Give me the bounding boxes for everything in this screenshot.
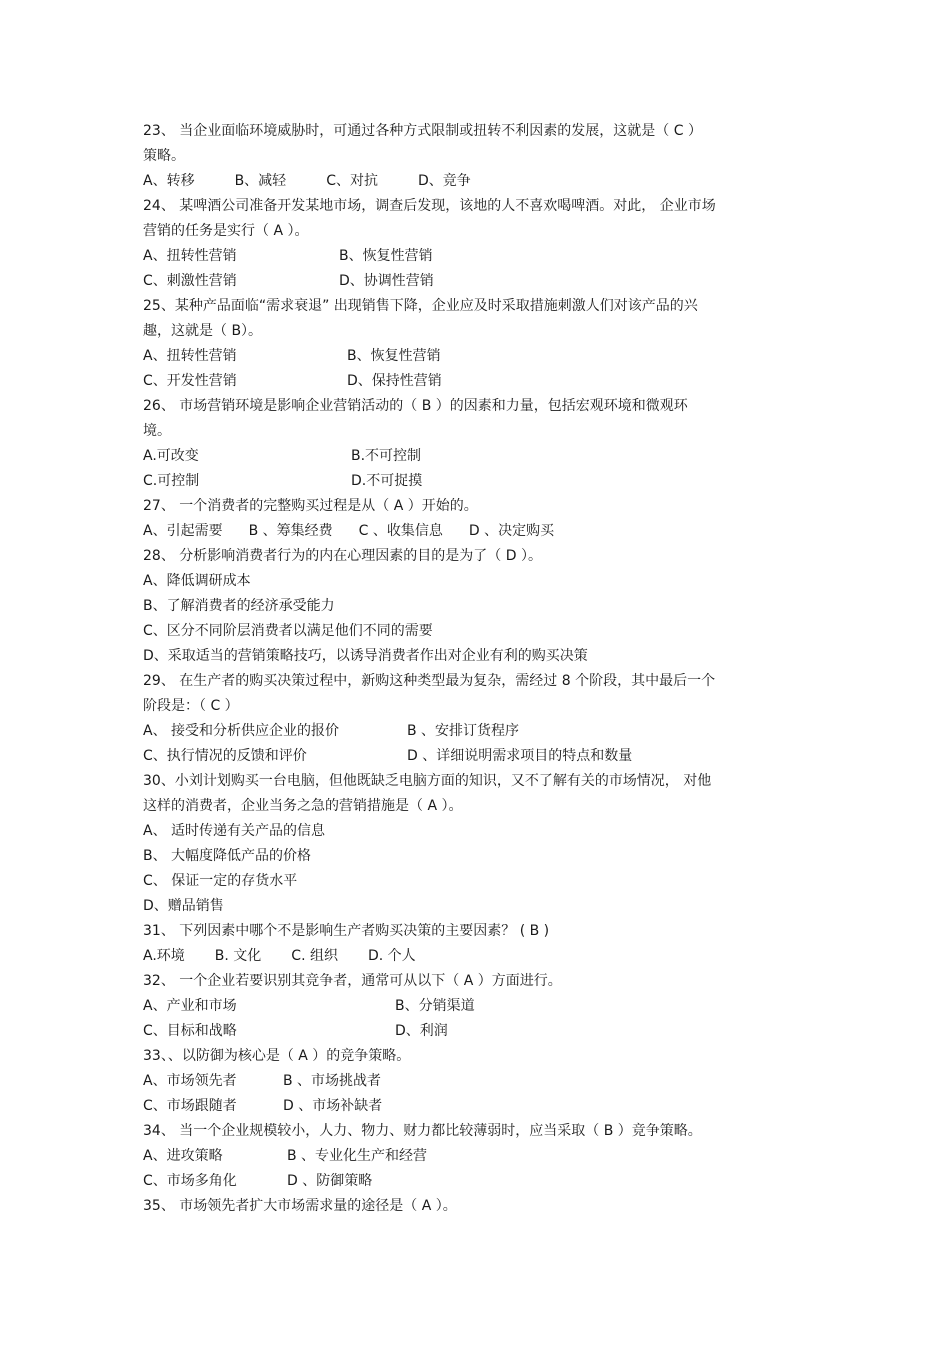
question-33 (143, 1044, 813, 1119)
question-28 (143, 544, 813, 669)
option-row (143, 369, 813, 394)
question-23 (143, 119, 813, 194)
option-b: B 、专业化生产和经营 (287, 1148, 428, 1164)
question-text: 31、 下列因素中哪个不是影响生产者购买决策的主要因素？ ( B ) (143, 923, 550, 939)
question-text: 34、 当一个企业规模较小，人力、物力、财力都比较薄弱时，应当采取（ B ）竞争策略。 (143, 1123, 702, 1139)
option-row (143, 469, 813, 494)
question-text: 这样的消费者，企业当务之急的营销措施是（ A ）。 (143, 798, 463, 814)
option-d: D 、市场补缺者 (283, 1098, 383, 1114)
option-c: C 、收集信息 (358, 523, 443, 539)
question-text: 28、 分析影响消费者行为的内在心理因素的目的是为了（ D ）。 (143, 548, 542, 564)
question-34 (143, 1119, 813, 1194)
option-row (143, 169, 813, 194)
option-row (143, 269, 813, 294)
question-text: 32、 一个企业若要识别其竞争者，通常可从以下（ A ）方面进行。 (143, 973, 562, 989)
option-row (143, 1094, 813, 1119)
option-a: A、产业和市场 (143, 998, 237, 1014)
option-row (143, 344, 813, 369)
option-d: D、利润 (395, 1023, 448, 1039)
option-row (143, 994, 813, 1019)
option-a: A、 适时传递有关产品的信息 (143, 823, 326, 839)
question-text: 营销的任务是实行（ A ）。 (143, 223, 309, 239)
option-d: D、协调性营销 (339, 273, 434, 289)
option-a: A、扭转性营销 (143, 348, 237, 364)
option-c: C. 组织 (291, 948, 338, 964)
option-b: B.不可控制 (351, 448, 422, 464)
option-c: C、开发性营销 (143, 373, 237, 389)
question-31 (143, 919, 813, 969)
option-d: D、竞争 (417, 173, 471, 189)
option-d: D 、详细说明需求项目的特点和数量 (407, 748, 633, 764)
question-32 (143, 969, 813, 1044)
option-a: A、引起需要 (143, 523, 223, 539)
option-b: B、分销渠道 (395, 998, 475, 1014)
option-b: B、 大幅度降低产品的价格 (143, 848, 312, 864)
option-c: C、目标和战略 (143, 1023, 237, 1039)
question-text: 27、 一个消费者的完整购买过程是从（ A ）开始的。 (143, 498, 478, 514)
option-row (143, 1069, 813, 1094)
option-a: A、市场领先者 (143, 1073, 237, 1089)
option-a: A、扭转性营销 (143, 248, 237, 264)
question-29 (143, 669, 813, 769)
option-row (143, 719, 813, 744)
option-a: A.环境 (143, 948, 185, 964)
option-d: D.不可捉摸 (351, 473, 423, 489)
option-b: B. 文化 (214, 948, 262, 964)
option-d: D 、防御策略 (287, 1173, 373, 1189)
question-text: 策略。 (143, 148, 185, 164)
option-b: B 、市场挑战者 (283, 1073, 382, 1089)
question-text: 35、 市场领先者扩大市场需求量的途径是（ A ）。 (143, 1198, 457, 1214)
option-c: C、执行情况的反馈和评价 (143, 748, 307, 764)
option-c: C、对抗 (326, 173, 378, 189)
option-row (143, 744, 813, 769)
option-c: C、市场多角化 (143, 1173, 237, 1189)
option-a: A、降低调研成本 (143, 573, 251, 589)
question-text: 阶段是：（ C ） (143, 698, 239, 714)
question-24 (143, 194, 813, 294)
question-35 (143, 1194, 813, 1219)
option-a: A、转移 (143, 173, 195, 189)
question-30 (143, 769, 813, 919)
question-text: 境。 (143, 423, 171, 439)
option-row (143, 1019, 813, 1044)
question-25 (143, 294, 813, 394)
option-b: B、了解消费者的经济承受能力 (143, 598, 335, 614)
question-text: 24、 某啤酒公司准备开发某地市场，调查后发现，该地的人不喜欢喝啤酒。对此， 企业市场 (143, 198, 716, 214)
option-d: D、赠品销售 (143, 898, 224, 914)
option-d: D. 个人 (367, 948, 416, 964)
question-text: 29、 在生产者的购买决策过程中，新购这种类型最为复杂，需经过 8 个阶段，其中最后一个 (143, 673, 716, 689)
option-c: C、刺激性营销 (143, 273, 237, 289)
option-row (143, 444, 813, 469)
question-text: 25、某种产品面临“需求衰退” 出现销售下降，企业应及时采取措施刺激人们对该产品的兴 (143, 298, 698, 314)
option-row (143, 944, 813, 969)
option-b: B 、筹集经费 (248, 523, 333, 539)
option-c: C、区分不同阶层消费者以满足他们不同的需要 (143, 623, 433, 639)
question-text: 26、 市场营销环境是影响企业营销活动的（ B ）的因素和力量，包括宏观环境和微观环 (143, 398, 688, 414)
question-text: 趣，这就是（ B）。 (143, 323, 263, 339)
option-a: A、进攻策略 (143, 1148, 223, 1164)
option-c: C.可控制 (143, 473, 200, 489)
option-row (143, 519, 813, 544)
option-b: B、恢复性营销 (347, 348, 441, 364)
question-text: 30、小刘计划购买一台电脑，但他既缺乏电脑方面的知识，又不了解有关的市场情况， 对他 (143, 773, 712, 789)
option-d: D、保持性营销 (347, 373, 442, 389)
option-row (143, 1169, 813, 1194)
option-a: A、 接受和分析供应企业的报价 (143, 723, 340, 739)
question-26 (143, 394, 813, 494)
option-c: C、 保证一定的存货水平 (143, 873, 298, 889)
option-b: B、减轻 (234, 173, 287, 189)
option-d: D 、决定购买 (468, 523, 555, 539)
option-c: C、市场跟随者 (143, 1098, 237, 1114)
option-b: B、恢复性营销 (339, 248, 433, 264)
option-a: A.可改变 (143, 448, 199, 464)
question-list (143, 119, 813, 1219)
question-text: 23、 当企业面临环境威胁时，可通过各种方式限制或扭转不利因素的发展，这就是（ C ） (143, 123, 702, 139)
option-row (143, 244, 813, 269)
option-d: D、采取适当的营销策略技巧，以诱导消费者作出对企业有利的购买决策 (143, 648, 588, 664)
question-27 (143, 494, 813, 544)
option-b: B 、安排订货程序 (407, 723, 520, 739)
question-text: 33、、以防御为核心是（ A ）的竞争策略。 (143, 1048, 411, 1064)
option-row (143, 1144, 813, 1169)
